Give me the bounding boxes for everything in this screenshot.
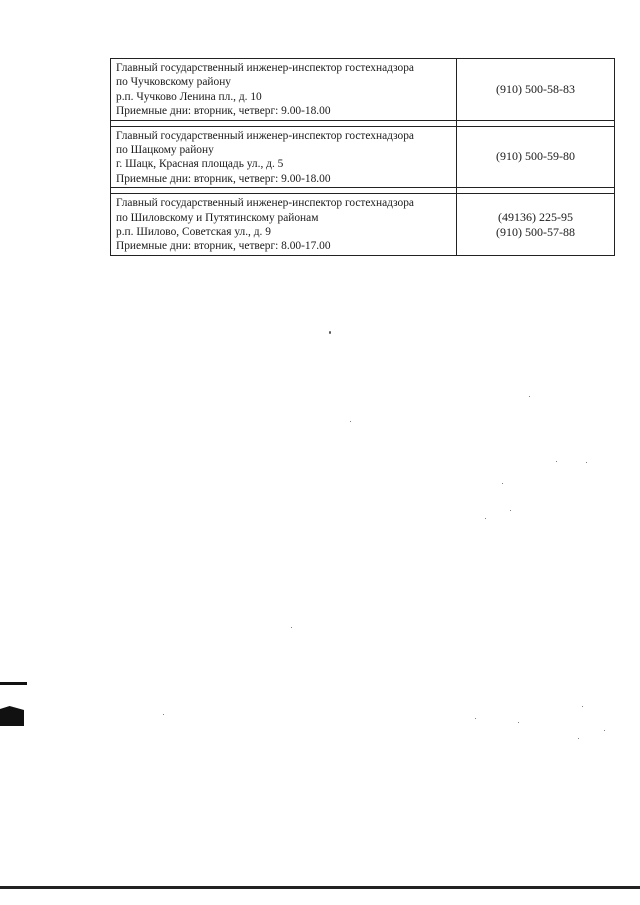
inspector-info-cell (111, 59, 457, 121)
phone-number: (49136) 225-95 (498, 209, 573, 224)
scan-speck (529, 396, 530, 397)
phone-cell (457, 126, 615, 188)
phone-cell (457, 59, 615, 121)
inspector-district: по Шацкому району (116, 144, 214, 157)
table-row (111, 126, 615, 188)
inspector-title: Главный государственный инженер-инспектор гостехнадзора (116, 129, 414, 142)
scan-speck (604, 730, 605, 731)
scan-edge-mark (0, 706, 24, 726)
scan-bottom-edge-line (0, 886, 640, 889)
inspector-district: по Чучковскому району (116, 76, 232, 89)
scan-speck (329, 331, 331, 334)
inspector-info-cell (111, 194, 457, 256)
phone-number: (910) 500-57-88 (496, 224, 575, 239)
inspector-info-cell (111, 126, 457, 188)
scan-speck (518, 722, 519, 723)
scan-speck (350, 421, 351, 422)
inspector-title: Главный государственный инженер-инспектор гостехнадзора (116, 62, 414, 74)
scan-speck (586, 462, 587, 463)
scan-speck (582, 706, 583, 707)
phone-number: (910) 500-59-80 (496, 149, 575, 164)
inspector-address: г. Шацк, Красная площадь ул., д. 5 (116, 158, 284, 171)
scan-speck (556, 461, 557, 462)
scan-speck (510, 510, 511, 511)
scan-edge-bar (0, 682, 27, 685)
scan-speck (475, 718, 476, 719)
inspector-title: Главный государственный инженер-инспектор гостехнадзора (116, 197, 414, 210)
table-row (111, 59, 615, 121)
phone-cell (457, 194, 615, 256)
scan-speck (291, 627, 292, 628)
scan-speck (485, 518, 486, 519)
reception-hours: Приемные дни: вторник, четверг: 8.00-17.00 (116, 240, 331, 253)
inspector-district: по Шиловскому и Путятинскому районам (116, 211, 319, 224)
scan-speck (163, 714, 164, 715)
scan-speck (502, 483, 503, 484)
reception-hours: Приемные дни: вторник, четверг: 9.00-18.00 (116, 172, 331, 185)
scan-speck (578, 738, 579, 739)
inspector-address: р.п. Шилово, Советская ул., д. 9 (116, 226, 271, 239)
table-row (111, 194, 615, 256)
contacts-table (110, 58, 615, 256)
reception-hours: Приемные дни: вторник, четверг: 9.00-18.00 (116, 105, 331, 118)
phone-number: (910) 500-58-83 (496, 81, 575, 96)
inspector-address: р.п. Чучково Ленина пл., д. 10 (116, 90, 262, 103)
